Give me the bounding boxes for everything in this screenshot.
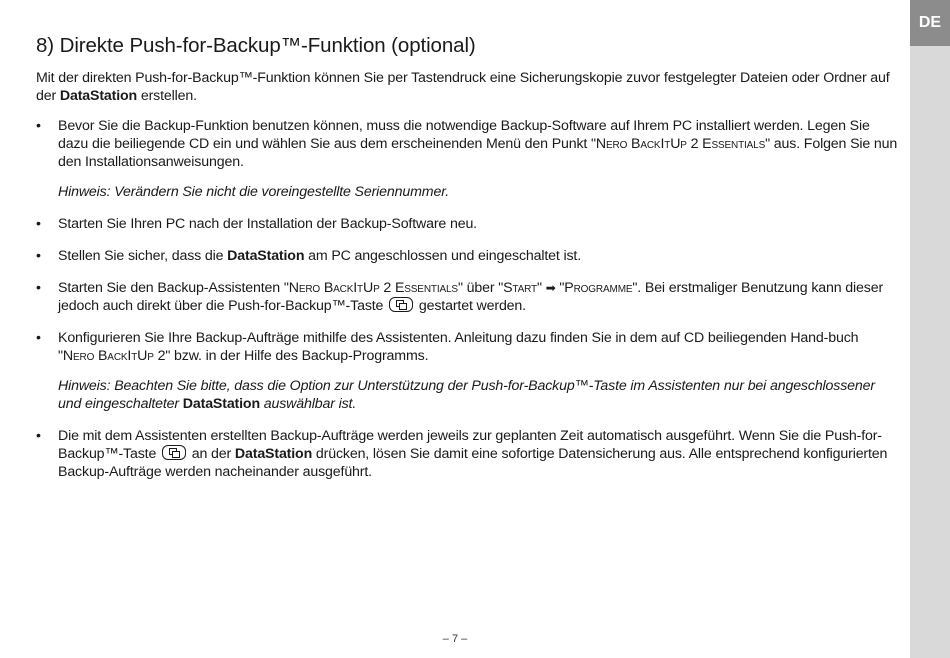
arrow-right-icon: ➡ [545, 281, 556, 295]
item-text: drücken, lösen Sie damit eine sofortige Datensicherung aus. Alle entsprechend konfigurierten Backup-Aufträge werden nacheinander ausgeführt. [58, 446, 888, 480]
software-name: Nero BackItUp 2 Essentials [595, 136, 766, 152]
item-text: 2" bzw. in der Hilfe des Backup-Programms. [153, 348, 429, 364]
item-text: " aus. Folgen Sie nun den Installationsanweisungen. [58, 136, 898, 170]
note-text: Hinweis: Beachten Sie bitte, dass die Option zur Unterstützung der Push-for-Backup™-Taste im Assistenten nur bei angeschlossener und eingeschalteter [58, 378, 875, 412]
item-text: " über " [457, 280, 504, 296]
item-text: Starten Sie den Backup-Assistenten " [58, 280, 289, 296]
note-option [58, 377, 898, 413]
list-item [36, 247, 898, 265]
intro-text-end: erstellen. [137, 88, 197, 104]
instruction-list [36, 117, 898, 171]
note-serial: Hinweis: Verändern Sie nicht die voreingestellte Seriennummer. [58, 184, 450, 200]
bullet: • [36, 428, 41, 444]
language-tab: DE [910, 0, 950, 46]
menu-start: Start [503, 280, 537, 296]
list-item [36, 215, 898, 233]
item-text: ". Bei erstmaliger Benutzung kann dieser jedoch auch direkt über die Push-for-Backup™-Taste [58, 280, 884, 314]
note-text: auswählbar ist. [259, 396, 357, 412]
item-text: Konfigurieren Sie Ihre Backup-Aufträge mithilfe des Assistenten. Anleitung dazu finden Sie in dem auf CD beiliegenden Hand-buch " [58, 330, 859, 364]
intro-text: Mit der direkten Push-for-Backup™-Funktion können Sie per Tastendruck eine Sicherungskopie zuvor festgelegter Dateien oder Ordner auf der [36, 70, 890, 104]
product-name: DataStation [227, 248, 305, 264]
item-text: gestartet werden. [415, 298, 526, 314]
page-title: 8) Direkte Push-for-Backup™-Funktion (optional) [36, 34, 476, 57]
right-sidebar [910, 0, 950, 658]
backup-key-icon [162, 445, 186, 460]
bullet: • [36, 248, 41, 264]
software-name: Nero BackItUp [62, 348, 154, 364]
item-text: Die mit dem Assistenten erstellten Backup-Aufträge werden jeweils zur geplanten Zeit automatisch ausgeführt. Wenn Sie die Push-for-Backup™-Taste [58, 428, 882, 462]
product-name: DataStation [182, 396, 260, 412]
bullet: • [36, 118, 41, 134]
product-name: DataStation [59, 88, 138, 104]
page-number: – 7 – [442, 633, 468, 645]
intro-paragraph [36, 69, 898, 105]
instruction-list [36, 215, 898, 365]
item-text: Starten Sie Ihren PC nach der Installation der Backup-Software neu. [58, 216, 477, 232]
item-text: Bevor Sie die Backup-Funktion benutzen können, muss die notwendige Backup-Software auf Ihrem PC installiert werden. Legen Sie dazu die beiliegende CD ein und wählen Sie aus dem erscheinenden Menü den Punkt " [58, 118, 870, 152]
item-text: " [555, 280, 565, 296]
list-item [36, 279, 898, 315]
menu-programme: Programme [564, 280, 633, 296]
product-name: DataStation [234, 446, 313, 462]
backup-key-icon [389, 297, 413, 312]
list-item [36, 427, 898, 481]
item-text: am PC angeschlossen und eingeschaltet ist. [304, 248, 582, 264]
item-text: Stellen Sie sicher, dass die [58, 248, 228, 264]
item-text: an der [187, 446, 235, 462]
list-item [36, 117, 898, 171]
list-item [36, 329, 898, 365]
item-text: " [537, 280, 546, 296]
software-name: Nero BackItUp 2 Essentials [288, 280, 458, 296]
instruction-list [36, 427, 898, 481]
bullet: • [36, 216, 41, 232]
bullet: • [36, 280, 41, 296]
bullet: • [36, 330, 41, 346]
page-content [36, 34, 898, 495]
